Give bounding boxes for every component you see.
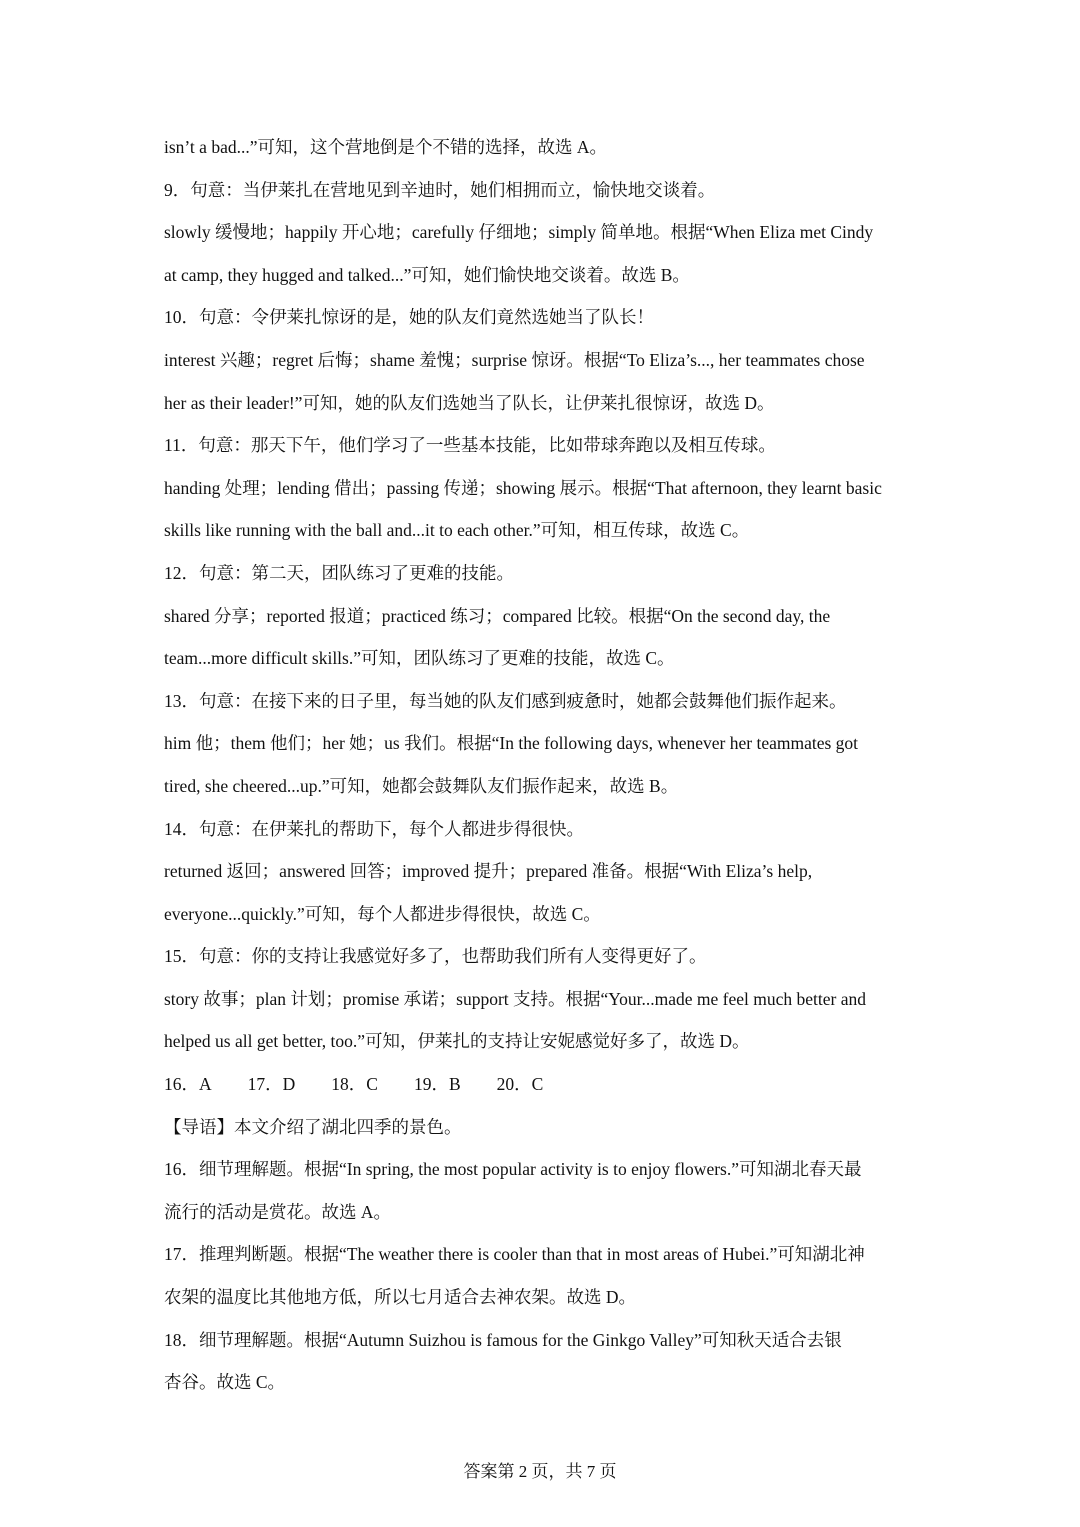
text-line: 13．句意：在接下来的日子里，每当她的队友们感到疲惫时，她都会鼓舞他们振作起来。 bbox=[164, 690, 847, 711]
text-line: tired, she cheered...up.”可知，她都会鼓舞队友们振作起来，故选 B。 bbox=[164, 775, 679, 796]
text-line: helped us all get better, too.”可知，伊莱扎的支持让安妮感觉好多了，故选 D。 bbox=[164, 1031, 750, 1052]
answer-item: 17．D bbox=[247, 1074, 296, 1095]
text-line: team...more difficult skills.”可知，团队练习了更难的技能，故选 C。 bbox=[164, 648, 675, 669]
text-line: 14．句意：在伊莱扎的帮助下，每个人都进步得很快。 bbox=[164, 818, 584, 839]
text-line: 9．句意：当伊莱扎在营地见到辛迪时，她们相拥而立，愉快地交谈着。 bbox=[164, 179, 716, 200]
page-footer: 答案第 2 页，共 7 页 bbox=[463, 1462, 617, 1481]
text-line: 15．句意：你的支持让我感觉好多了，也帮助我们所有人变得更好了。 bbox=[164, 946, 707, 967]
answer-item: 18．C bbox=[331, 1074, 378, 1095]
text-line: 农架的温度比其他地方低，所以七月适合去神农架。故选 D。 bbox=[164, 1287, 637, 1308]
text-line: skills like running with the ball and...it to each other.”可知，相互传球，故选 C。 bbox=[164, 520, 750, 541]
answer-item: 20．C bbox=[496, 1074, 544, 1095]
text-line: returned 返回；answered 回答；improved 提升；prepared 准备。根据“With Eliza’s help, bbox=[164, 861, 813, 882]
document-body bbox=[164, 135, 924, 1413]
text-line: shared 分享；reported 报道；practiced 练习；compared 比较。根据“On the second day, the bbox=[164, 605, 831, 626]
answer-item: 16．A bbox=[164, 1074, 212, 1095]
text-line: him 他；them 他们；her 她；us 我们。根据“In the following days, whenever her teammates got bbox=[164, 733, 859, 754]
text-line: interest 兴趣；regret 后悔；shame 羞愧；surprise 惊讶。根据“To Eliza’s..., her teammates chose bbox=[164, 349, 865, 370]
text-line: 11．句意：那天下午，他们学习了一些基本技能，比如带球奔跑以及相互传球。 bbox=[164, 435, 776, 456]
answer-key-row bbox=[164, 1072, 924, 1115]
text-line: everyone...quickly.”可知，每个人都进步得很快，故选 C。 bbox=[164, 903, 601, 924]
text-line: handing 处理；lending 借出；passing 传递；showing 展示。根据“That afternoon, they learnt basic bbox=[164, 477, 882, 498]
intro-line: 【导语】本文介绍了湖北四季的景色。 bbox=[164, 1116, 462, 1137]
text-line: story 故事；plan 计划；promise 承诺；support 支持。根据“Your...made me feel much better and bbox=[164, 988, 867, 1009]
text-line: her as their leader!”可知，她的队友们选她当了队长，让伊莱扎很惊讶，故选 D。 bbox=[164, 392, 775, 413]
text-line: at camp, they hugged and talked...”可知，她们愉快地交谈着。故选 B。 bbox=[164, 264, 690, 285]
text-line: 10．句意：令伊莱扎惊讶的是，她的队友们竟然选她当了队长！ bbox=[164, 307, 654, 328]
text-line: slowly 缓慢地；happily 开心地；carefully 仔细地；simply 简单地。根据“When Eliza met Cindy bbox=[164, 222, 874, 243]
text-line: 杏谷。故选 C。 bbox=[164, 1372, 286, 1393]
text-line: isn’t a bad...”可知，这个营地倒是个不错的选择，故选 A。 bbox=[164, 137, 607, 157]
text-line: 流行的活动是赏花。故选 A。 bbox=[164, 1201, 392, 1222]
text-line: 17．推理判断题。根据“The weather there is cooler than that in most areas of Hubei.”可知湖北神 bbox=[164, 1244, 865, 1265]
answer-item: 19．B bbox=[413, 1074, 461, 1095]
text-line: 16．细节理解题。根据“In spring, the most popular activity is to enjoy flowers.”可知湖北春天最 bbox=[164, 1159, 862, 1180]
text-line: 18．细节理解题。根据“Autumn Suizhou is famous for the Ginkgo Valley”可知秋天适合去银 bbox=[164, 1329, 842, 1350]
text-line: 12．句意：第二天，团队练习了更难的技能。 bbox=[164, 562, 514, 583]
